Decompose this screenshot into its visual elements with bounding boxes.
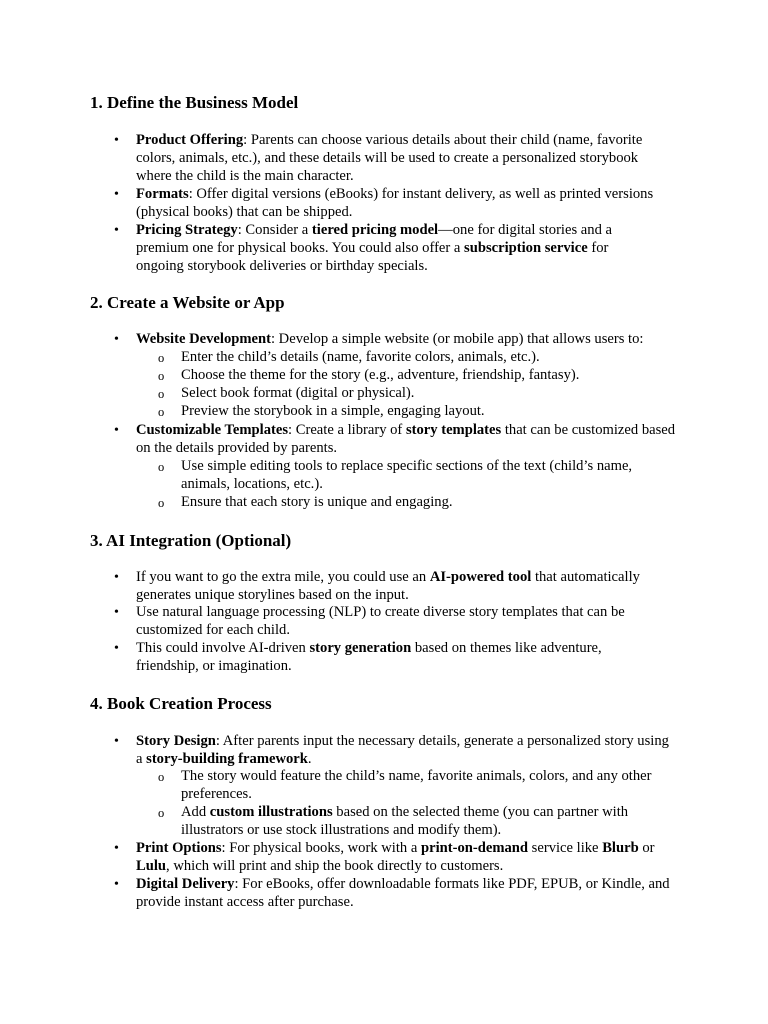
list-item: If you want to go the extra mile, you could use an AI-powered tool that automatically generates unique storylines based on the input. (136, 569, 640, 603)
bullet-icon: • (114, 734, 119, 749)
bullet-icon: • (114, 332, 119, 347)
list-item: Use natural language processing (NLP) to create diverse story templates that can be customized for each child. (136, 604, 625, 638)
sub-bullet-icon: o (158, 405, 165, 419)
list-item: Print Options: For physical books, work with a print-on-demand service like Blurb or Lulu, which will print and ship the book directly to customers. (136, 840, 655, 874)
sub-list-item: Use simple editing tools to replace specific sections of the text (child’s name, animals, locations, etc.). (181, 458, 633, 492)
bullet-icon: • (114, 223, 119, 238)
bullet-icon: • (114, 133, 119, 148)
bullet-icon: • (114, 877, 119, 892)
list-item: Digital Delivery: For eBooks, offer downloadable formats like PDF, EPUB, or Kindle, and provide instant access after purchase. (136, 876, 670, 910)
bullet-icon: • (114, 570, 119, 585)
sub-bullet-icon: o (158, 351, 165, 365)
bullet-icon: • (114, 641, 119, 656)
sub-bullet-icon: o (158, 369, 165, 383)
section-heading: 1. Define the Business Model (90, 93, 299, 112)
bullet-icon: • (114, 605, 119, 620)
sub-bullet-icon: o (158, 460, 165, 474)
list-item: Formats: Offer digital versions (eBooks) for instant delivery, as well as printed versions (physical books) that can be shipped. (136, 186, 654, 220)
sub-list-item: Ensure that each story is unique and engaging. (181, 494, 453, 510)
sub-bullet-icon: o (158, 387, 165, 401)
sub-list-item: The story would feature the child’s name, favorite animals, colors, and any other preferences. (181, 768, 652, 802)
section-heading: 3. AI Integration (Optional) (90, 531, 292, 550)
sub-bullet-icon: o (158, 770, 165, 784)
list-item: Product Offering: Parents can choose various details about their child (name, favorite colors, animals, etc.), and these details will be used to create a personalized storybook where the child is the main character. (136, 132, 643, 184)
sub-list-item: Enter the child’s details (name, favorite colors, animals, etc.). (181, 349, 540, 365)
list-item: Customizable Templates: Create a library of story templates that can be customized based on the details provided by parents. (136, 422, 676, 456)
list-item: Story Design: After parents input the necessary details, generate a personalized story using a story-building framework. (136, 733, 669, 767)
list-item: Pricing Strategy: Consider a tiered pricing model—one for digital stories and a premium one for physical books. You could also offer a subscription service for ongoing storybook deliveries or birthday specials. (136, 222, 612, 274)
bullet-icon: • (114, 841, 119, 856)
sub-list-item: Preview the storybook in a simple, engaging layout. (181, 403, 485, 419)
list-item: Website Development: Develop a simple website (or mobile app) that allows users to: (136, 331, 644, 347)
sub-bullet-icon: o (158, 496, 165, 510)
section-heading: 2. Create a Website or App (90, 293, 285, 312)
bullet-icon: • (114, 187, 119, 202)
sub-bullet-icon: o (158, 806, 165, 820)
list-item: This could involve AI-driven story generation based on themes like adventure, friendship, or imagination. (136, 640, 602, 674)
sub-list-item: Add custom illustrations based on the selected theme (you can partner with illustrators or use stock illustrations and modify them). (181, 804, 629, 838)
section-heading: 4. Book Creation Process (90, 694, 272, 713)
bullet-icon: • (114, 423, 119, 438)
sub-list-item: Choose the theme for the story (e.g., adventure, friendship, fantasy). (181, 367, 580, 383)
sub-list-item: Select book format (digital or physical). (181, 385, 415, 401)
